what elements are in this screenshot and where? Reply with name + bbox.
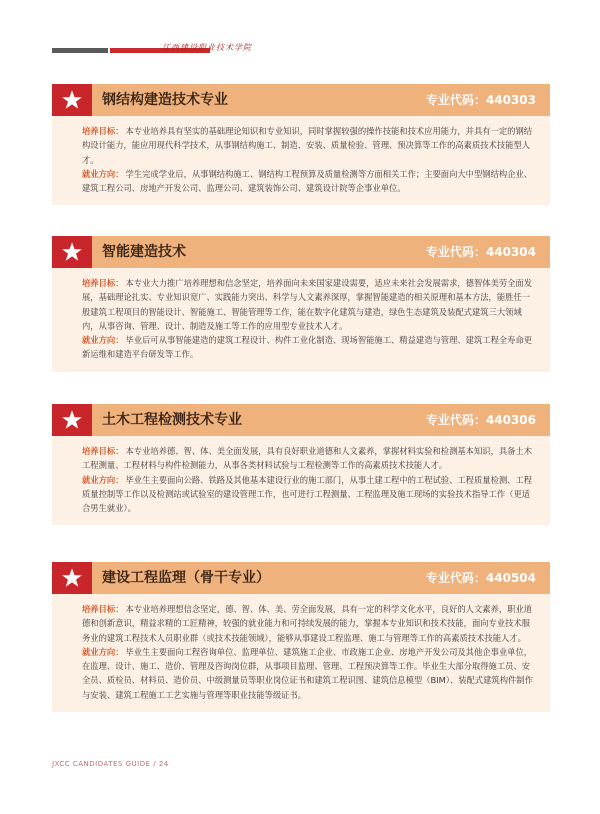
goal-label: 培养目标： [82,604,124,614]
star-icon [61,241,83,263]
star-badge [52,84,92,116]
section-body [52,436,550,525]
job-paragraph [82,645,534,702]
page-footer: JXCC CANDIDATES GUIDE / 24 [52,760,169,768]
section-body [52,594,550,712]
section-header [52,404,550,436]
job-text: 毕业生主要面向公路、铁路及其他基本建设行业的施工部门，从事土建工程中的工程试验、工程质量检测、工程质量控制等工作以及检测站或试验室的建设管理工作，也可进行工程测量、工程监理及施工现场的实验技术指导工作（更适合男生就业）。 [82,474,533,514]
goal-paragraph [82,124,534,167]
section-code: 专业代码：440304 [425,245,536,259]
goal-paragraph [82,602,534,645]
star-icon [61,409,83,431]
star-badge [52,404,92,436]
goal-label: 培养目标： [82,126,124,136]
star-badge [52,236,92,268]
job-paragraph [82,167,534,196]
job-label: 就业方向： [82,168,124,179]
goal-paragraph [82,276,534,333]
goal-label: 培养目标： [82,446,124,456]
job-paragraph [82,333,534,362]
star-icon [61,567,83,589]
goal-text: 本专业培养理想信念坚定，德、智、体、美、劳全面发展，具有一定的科学文化水平，良好的人文素养，职业道德和创新意识，精益求精的工匠精神，较强的就业能力和可持续发展的能力，掌握本专业知识和技术技能，面向专业技术服务业的建筑工程技术人员职业群（或技术技能领域），能够从事建设工程监理、施工与管理等工作的高素质技术技能人才。 [82,604,533,643]
section-steel-structure [52,84,550,205]
job-label: 就业方向： [82,474,124,485]
section-title: 建设工程监理（骨干专业） [102,570,270,586]
job-text: 毕业生主要面向工程咨询单位、监理单位、建筑施工企业、市政施工企业、房地产开发公司及其他企事业单位，在监理、设计、施工、造价、管理及咨询岗位群，从事项目监理、管理、工程预决算等工作。毕业生大部分取得施工员、安全员、质检员、材料员、造价员、中级测量员等职业岗位证书和建筑工程识图、建筑信息模型（BIM）、装配式建筑构件制作与安装、建筑工程施工工艺实施与管理等职业技能等级证书。 [82,646,533,700]
goal-label: 培养目标： [82,278,124,288]
section-header [52,236,550,268]
section-body [52,116,550,205]
star-icon [61,89,83,111]
section-title: 钢结构建造技术专业 [102,92,228,108]
section-body [52,268,550,372]
job-paragraph [82,473,534,516]
goal-paragraph [82,444,534,473]
goal-text: 本专业大力推广培养理想和信念坚定，培养面向未来国家建设需要，适应未来社会发展需求，德智体美劳全面发展，基础理论扎实、专业知识宽广、实践能力突出、科学与人文素养深厚，掌握智能建造的相关原理和基本方法，能胜任一般建筑工程项目的智能设计、智能施工、智能管理等工作，能在数字化建筑与建造，绿色生态建筑及装配式建筑三大领域内，从事咨询、管理、设计、制造及施工等工作的应用型专业技术人才。 [82,278,533,331]
job-text: 毕业后可从事智能建造的建筑工程设计、构件工业化制造、现场智能施工、精益建造与管理、建筑工程全寿命更新运维和建造平台研发等工作。 [82,335,533,360]
section-title: 智能建造技术 [102,244,186,260]
section-code: 专业代码：440306 [425,413,536,427]
job-text: 学生完成学业后，从事钢结构施工、钢结构工程预算及质量检测等方面相关工作；主要面向大中型钢结构企业、建筑工程公司、房地产开发公司、监理公司、建筑装饰公司、建筑设计院等企事业单位。 [82,168,533,194]
goal-text: 本专业培养德、智、体、美全面发展，具有良好职业道德和人文素养，掌握材料实验和检测基本知识，具备土木工程测量、工程材料与构件检测能力，从事各类材料试验与工程检测等工作的高素质技术技能人才。 [82,446,533,471]
top-bar-grey [52,48,108,53]
section-smart-construction [52,236,550,372]
section-header [52,562,550,594]
star-badge [52,562,92,594]
section-civil-testing [52,404,550,525]
job-label: 就业方向： [82,646,124,657]
goal-text: 本专业培养具有坚实的基础理论知识和专业知识，同时掌握较强的操作技能和技术应用能力，并具有一定的钢结构设计能力，能应用现代科学技术，从事钢结构施工、制造、安装、质量检验、管理、预决算等工作的高素质技术技能型人才。 [82,126,533,165]
section-code: 专业代码：440504 [425,571,536,585]
job-label: 就业方向： [82,335,124,346]
section-title: 土木工程检测技术专业 [102,412,242,428]
section-code: 专业代码：440303 [425,93,536,107]
section-header [52,84,550,116]
school-name: 江西建设职业技术学院 [162,43,252,52]
section-construction-supervision [52,562,550,712]
